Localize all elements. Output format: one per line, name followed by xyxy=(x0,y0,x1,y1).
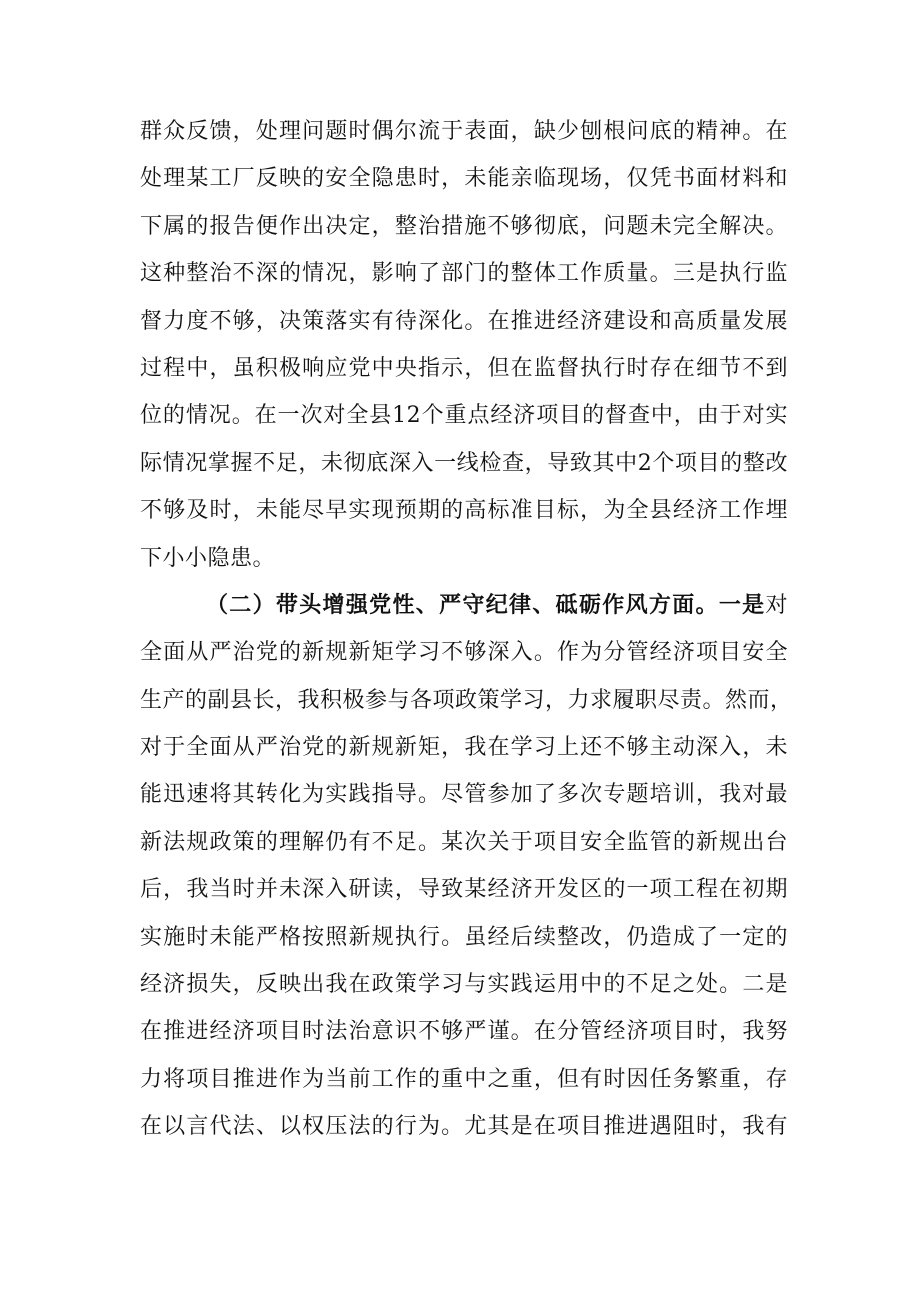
text-line-12: 全面从严治党的新规新矩学习不够深入。作为分管经济项目安全 xyxy=(140,640,788,666)
text-line-4: 这种整治不深的情况，影响了部门的整体工作质量。三是执行监 xyxy=(140,261,788,287)
text-line-18: 实施时未能严格按照新规执行。虽经后续整改，仍造成了一定的 xyxy=(140,924,788,950)
text-line-19: 经济损失，反映出我在政策学习与实践运用中的不足之处。二是 xyxy=(140,972,788,998)
text-line-9: 不够及时，未能尽早实现预期的高标准目标，为全县经济工作埋 xyxy=(140,498,788,524)
text-line-14: 对于全面从严治党的新规新矩，我在学习上还不够主动深入，未 xyxy=(140,735,788,761)
text-line-2: 处理某工厂反映的安全隐患时，未能亲临现场，仅凭书面材料和 xyxy=(140,166,788,192)
document-body xyxy=(140,108,793,1151)
text-line-6: 过程中，虽积极响应党中央指示，但在监督执行时存在细节不到 xyxy=(140,355,788,381)
text-line-5: 督力度不够，决策落实有待深化。在推进经济建设和高质量发展 xyxy=(140,308,788,334)
text-line-8: 际情况掌握不足，未彻底深入一线检查，导致其中2个项目的整改 xyxy=(140,450,788,476)
text-line-21: 力将项目推进作为当前工作的重中之重，但有时因任务繁重，存 xyxy=(140,1066,788,1092)
text-line-22: 在以言代法、以权压法的行为。尤其是在项目推进遇阻时，我有 xyxy=(140,1114,788,1140)
text-line-10: 下小小隐患。 xyxy=(140,545,276,571)
text-line-17: 后，我当时并未深入研读，导致某经济开发区的一项工程在初期 xyxy=(140,877,788,903)
section-heading-rest: 对 xyxy=(765,592,788,618)
section-heading-line xyxy=(140,582,788,629)
text-line-7: 位的情况。在一次对全县12个重点经济项目的督查中，由于对实 xyxy=(140,403,788,429)
text-line-16: 新法规政策的理解仍有不足。某次关于项目安全监管的新规出台 xyxy=(140,829,788,855)
text-line-3: 下属的报告便作出决定，整治措施不够彻底，问题未完全解决。 xyxy=(140,213,788,239)
text-line-20: 在推进经济项目时法治意识不够严谨。在分管经济项目时，我努 xyxy=(140,1019,788,1045)
text-line-13: 生产的副县长，我积极参与各项政策学习，力求履职尽责。然而， xyxy=(140,687,793,713)
text-line-1: 群众反馈，处理问题时偶尔流于表面，缺少刨根问底的精神。在 xyxy=(140,119,788,144)
text-line-15: 能迅速将其转化为实践指导。尽管参加了多次专题培训，我对最 xyxy=(140,782,788,808)
section-heading-bold: （二）带头增强党性、严守纪律、砥砺作风方面。一是 xyxy=(206,591,766,618)
